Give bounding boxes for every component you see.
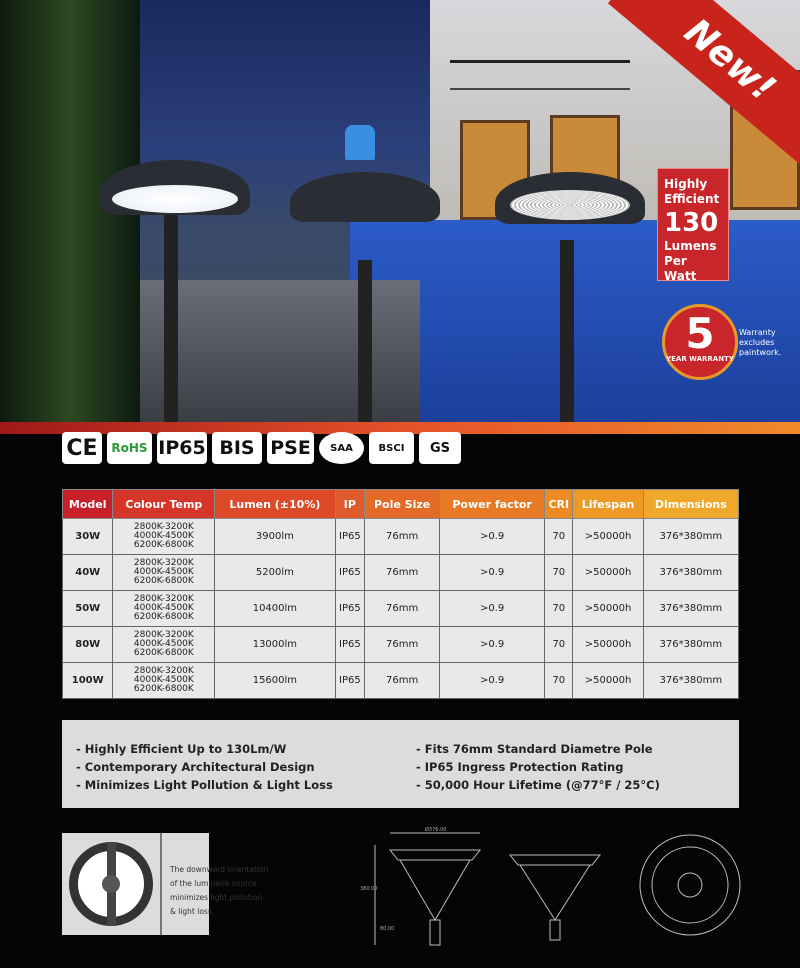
cell-cri: 70 [545, 591, 573, 627]
colour-temp-range: 2800K-3200K [133, 594, 194, 604]
cell-model: 40W [63, 555, 113, 591]
feature-item: - Fits 76mm Standard Diametre Pole [416, 742, 653, 756]
cell-model: 50W [63, 591, 113, 627]
colour-temp-range: 6200K-6800K [133, 684, 194, 694]
cell-life: >50000h [573, 555, 643, 591]
efficiency-value: 130 [664, 208, 719, 238]
cell-pole: 76mm [365, 627, 440, 663]
cell-model: 100W [63, 663, 113, 699]
warranty-note-line: excludes [739, 338, 775, 347]
orientation-note: The downward orientation of the luminaire source minimizes light pollution & light loss. [170, 865, 269, 916]
drawing-width-label: Ø376.00 [425, 827, 447, 833]
cell-lumen: 10400lm [215, 591, 335, 627]
cell-cri: 70 [545, 555, 573, 591]
cell-ip: IP65 [335, 627, 365, 663]
efficiency-text: Efficient [664, 192, 720, 206]
cell-life: >50000h [573, 519, 643, 555]
hero-photo [0, 0, 800, 424]
colour-temp-range: 2800K-3200K [133, 558, 194, 568]
cell-lumen: 13000lm [215, 627, 335, 663]
certification-row [62, 432, 461, 464]
cell-lumen: 5200lm [215, 555, 335, 591]
table-row [63, 627, 739, 663]
cell-pf: >0.9 [440, 555, 545, 591]
cell-pole: 76mm [365, 591, 440, 627]
colour-temp-range: 6200K-6800K [133, 540, 194, 550]
cell-cri: 70 [545, 663, 573, 699]
warranty-note-line: paintwork. [739, 348, 782, 357]
warranty-label: YEAR WARRANTY [666, 355, 734, 363]
colour-temp-range: 6200K-6800K [133, 612, 194, 622]
luminaire-bottom-view [62, 833, 162, 935]
colour-temp-range: 6200K-6800K [133, 576, 194, 586]
feature-item: - Minimizes Light Pollution & Light Loss [76, 778, 333, 792]
colour-temp-range: 4000K-4500K [133, 675, 194, 685]
column-header: Model [63, 490, 113, 519]
spec-table [62, 489, 739, 699]
efficiency-text: Lumens [664, 239, 717, 253]
column-header: Power factor [440, 490, 545, 519]
rohs-logo: RoHS [107, 432, 152, 464]
warranty-note [739, 328, 781, 358]
table-row [63, 591, 739, 627]
colour-temp-range: 2800K-3200K [133, 522, 194, 532]
efficiency-badge [657, 168, 729, 281]
bsci-logo: BSCI [369, 432, 414, 464]
gs-logo: GS [419, 432, 461, 464]
drawing-base-label: 80.00 [380, 926, 395, 932]
cell-cri: 70 [545, 627, 573, 663]
colour-temp-range: 4000K-4500K [133, 531, 194, 541]
cell-ip: IP65 [335, 519, 365, 555]
cell-dim: 376*380mm [643, 519, 738, 555]
cell-dim: 376*380mm [643, 591, 738, 627]
cell-model: 80W [63, 627, 113, 663]
feature-item: - Contemporary Architectural Design [76, 760, 315, 774]
column-header: Dimensions [643, 490, 738, 519]
cell-ct [113, 627, 215, 663]
colour-temp-range: 4000K-4500K [133, 639, 194, 649]
table-row [63, 663, 739, 699]
column-header: CRI [545, 490, 573, 519]
cell-pf: >0.9 [440, 627, 545, 663]
cell-ct [113, 519, 215, 555]
pse-logo: PSE [267, 432, 314, 464]
cell-ct [113, 591, 215, 627]
cell-ip: IP65 [335, 663, 365, 699]
saa-logo: SAA [319, 432, 364, 464]
feature-item: - Highly Efficient Up to 130Lm/W [76, 742, 287, 756]
cell-pole: 76mm [365, 555, 440, 591]
feature-item: - 50,000 Hour Lifetime (@77°F / 25°C) [416, 778, 660, 792]
colour-temp-range: 4000K-4500K [133, 603, 194, 613]
cell-pole: 76mm [365, 663, 440, 699]
cell-lumen: 3900lm [215, 519, 335, 555]
warranty-years: 5 [685, 309, 715, 358]
warranty-note-line: Warranty [739, 328, 776, 337]
cell-model: 30W [63, 519, 113, 555]
cell-life: >50000h [573, 663, 643, 699]
cell-dim: 376*380mm [643, 555, 738, 591]
cell-ct [113, 555, 215, 591]
table-header-row [63, 490, 739, 519]
colour-temp-range: 4000K-4500K [133, 567, 194, 577]
table-row [63, 555, 739, 591]
colour-temp-range: 2800K-3200K [133, 666, 194, 676]
cell-dim: 376*380mm [643, 627, 738, 663]
new-badge: New! [608, 0, 800, 170]
cell-dim: 376*380mm [643, 663, 738, 699]
efficiency-text: Highly [664, 177, 708, 191]
drawing-height-label: 380.00 [360, 886, 378, 892]
ce-logo: CE [62, 432, 102, 464]
technical-drawing [360, 825, 800, 965]
column-header: Lumen (±10%) [215, 490, 335, 519]
bis-logo: BIS [212, 432, 262, 464]
column-header: Lifespan [573, 490, 643, 519]
cell-ip: IP65 [335, 591, 365, 627]
column-header: IP [335, 490, 365, 519]
table-row [63, 519, 739, 555]
cell-pole: 76mm [365, 519, 440, 555]
colour-temp-range: 2800K-3200K [133, 630, 194, 640]
cell-pf: >0.9 [440, 591, 545, 627]
column-header: Colour Temp [113, 490, 215, 519]
cell-ip: IP65 [335, 555, 365, 591]
features-box [62, 720, 739, 808]
efficiency-text: Per Watt [664, 254, 697, 283]
cell-cri: 70 [545, 519, 573, 555]
column-header: Pole Size [365, 490, 440, 519]
ip65-logo: IP65 [157, 432, 207, 464]
cell-life: >50000h [573, 591, 643, 627]
cell-ct [113, 663, 215, 699]
colour-temp-range: 6200K-6800K [133, 648, 194, 658]
feature-item: - IP65 Ingress Protection Rating [416, 760, 624, 774]
warranty-badge [662, 304, 738, 380]
cell-life: >50000h [573, 627, 643, 663]
light-orientation-box [62, 833, 269, 935]
cell-pf: >0.9 [440, 663, 545, 699]
cell-pf: >0.9 [440, 519, 545, 555]
cell-lumen: 15600lm [215, 663, 335, 699]
